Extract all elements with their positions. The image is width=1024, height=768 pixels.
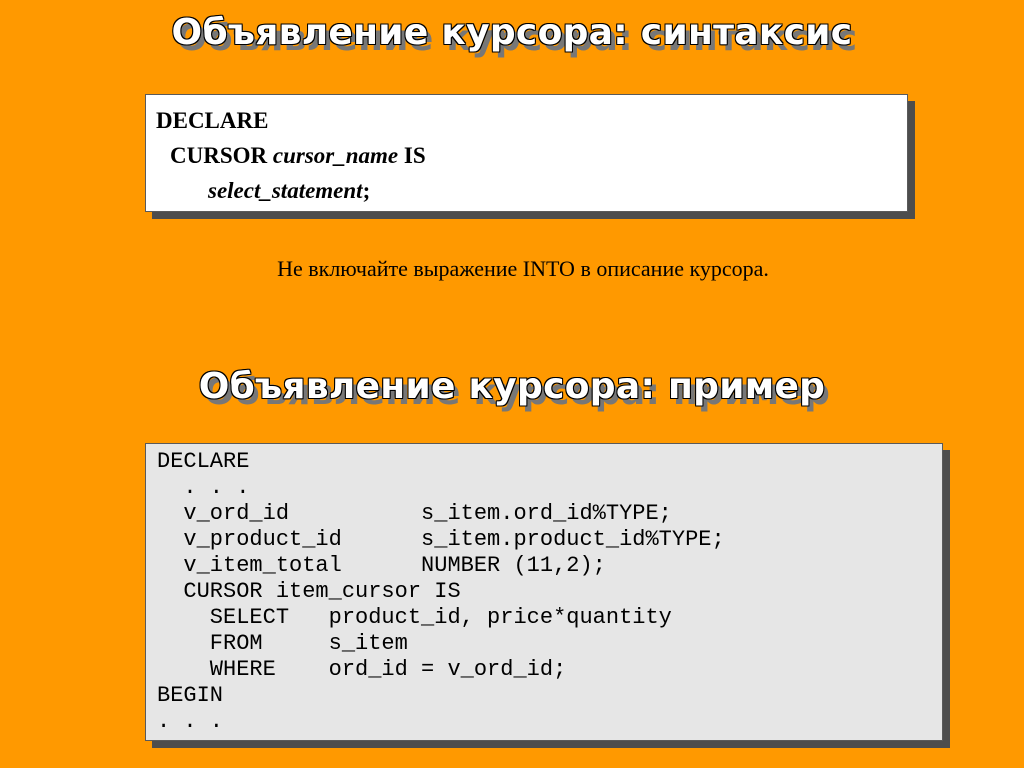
example-title: Объявление курсора: пример — [198, 366, 826, 407]
code-line: WHERE ord_id = v_ord_id; — [157, 657, 567, 682]
syntax-title: Объявление курсора: синтаксис — [171, 12, 853, 53]
code-line: v_ord_id s_item.ord_id%TYPE; — [157, 501, 672, 526]
syntax-line-select — [156, 173, 907, 208]
code-line: FROM s_item — [157, 631, 408, 656]
code-line: BEGIN — [157, 683, 224, 708]
code-line: . . . — [157, 475, 250, 500]
code-line: CURSOR item_cursor IS — [157, 579, 461, 604]
example-code-box — [145, 443, 943, 741]
syntax-box — [145, 94, 908, 212]
syntax-line-declare: DECLARE — [156, 108, 269, 133]
statement-terminator: ; — [362, 178, 371, 203]
cursor-keyword: CURSOR — [170, 143, 273, 168]
code-line: DECLARE — [157, 449, 250, 474]
is-keyword: IS — [398, 143, 426, 168]
code-line: . . . — [157, 709, 224, 734]
code-line: SELECT product_id, price*quantity — [157, 605, 672, 630]
syntax-line-cursor — [156, 138, 907, 173]
code-line: v_item_total NUMBER (11,2); — [157, 553, 606, 578]
code-line: v_product_id s_item.product_id%TYPE; — [157, 527, 725, 552]
select-statement-placeholder: select_statement — [208, 178, 363, 203]
into-note: Не включайте выражение INTO в описание курсора. — [277, 256, 769, 281]
cursor-name-placeholder: cursor_name — [272, 143, 399, 168]
